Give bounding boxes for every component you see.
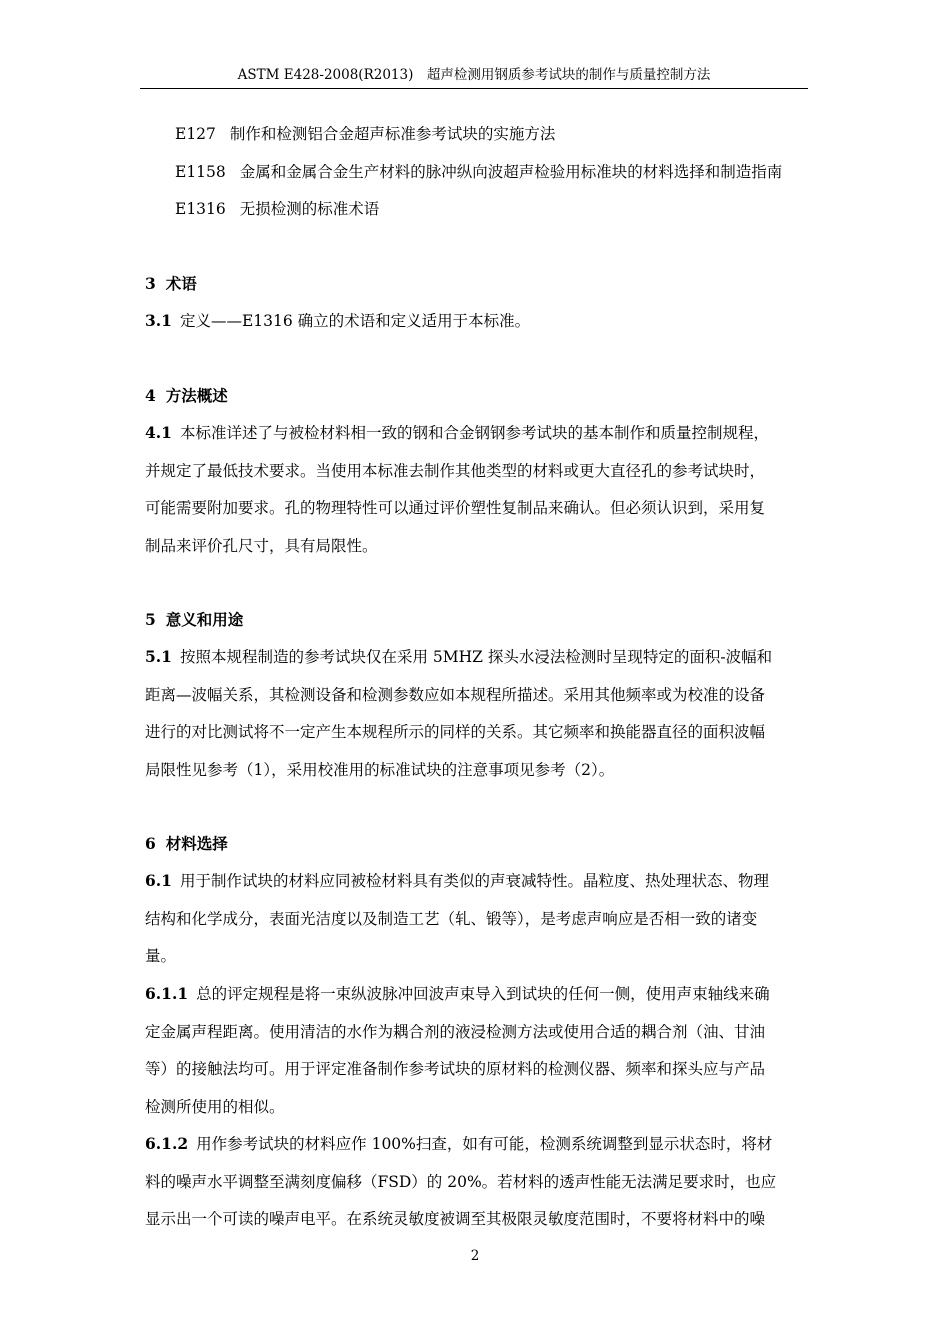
reference-text: 金属和金属合金生产材料的脉冲纵向波超声检验用标准块的材料选择和制造指南 (239, 163, 783, 181)
paragraph-5-1 (145, 638, 807, 789)
line-text: 用于制作试块的材料应同被检材料具有类似的声衰减特性。晶粒度、热处理状态、物理 (179, 872, 769, 890)
reference-e127 (175, 123, 555, 145)
clause-number: 3.1 (145, 311, 172, 330)
paragraph-6-1 (145, 862, 807, 976)
paragraph-4-1 (145, 414, 807, 565)
section-heading-5 (145, 609, 243, 631)
section-title: 意义和用途 (165, 610, 244, 629)
clause-number: 6.1 (145, 871, 172, 890)
reference-code: E1158 (175, 163, 226, 181)
header-rule (140, 88, 808, 89)
clause-number: 6.1.1 (145, 984, 189, 1003)
paragraph-line (145, 302, 807, 341)
paragraph-line: 局限性见参考（1），采用校准用的标准试块的注意事项见参考（2）。 (145, 760, 615, 779)
section-heading-4 (145, 385, 228, 407)
reference-code: E127 (175, 125, 216, 143)
paragraph-line: 可能需要附加要求。孔的物理特性可以通过评价塑性复制品来确认。但必须认识到，采用复 (145, 499, 766, 517)
section-number: 4 (145, 386, 156, 405)
line-text: 总的评定规程是将一束纵波脉冲回波声束导入到试块的任何一侧，使用声束轴线来确 (196, 985, 770, 1003)
paragraph-line: 结构和化学成分，表面光洁度以及制造工艺（轧、锻等），是考虑声响应是否相一致的诸变 (145, 909, 758, 928)
paragraph-line (145, 1125, 807, 1164)
paragraph-line: 定金属声程距离。使用清洁的水作为耦合剂的液浸检测方法或使用合适的耦合剂（油、甘油 (145, 1022, 766, 1041)
reference-text: 无损检测的标准术语 (239, 200, 380, 218)
section-title: 术语 (165, 274, 197, 293)
section-number: 3 (145, 274, 156, 293)
section-title: 材料选择 (165, 834, 228, 853)
paragraph-line (145, 638, 807, 677)
reference-e1158 (175, 161, 782, 183)
clause-number: 5.1 (145, 647, 172, 666)
paragraph-line: 距离—波幅关系，其检测设备和检测参数应如本规程所描述。采用其他频率或为校准的设备 (145, 685, 766, 704)
paragraph-line (145, 414, 807, 453)
paragraph-line: 检测所使用的相似。 (145, 1097, 285, 1116)
line-text: 用作参考试块的材料应作 100%扫查，如有可能，检测系统调整到显示状态时，将材 (196, 1135, 773, 1153)
paragraph-6-1-2 (145, 1125, 807, 1239)
line-text: 按照本规程制造的参考试块仅在采用 5MHZ 探头水浸法检测时呈现特定的面积-波幅和 (179, 648, 773, 666)
page-number: 2 (470, 1248, 480, 1264)
paragraph-line: 等）的接触法均可。用于评定准备制作参考试块的原材料的检测仪器、频率和探头应与产品 (145, 1060, 766, 1078)
paragraph-line: 制品来评价孔尺寸，具有局限性。 (145, 536, 378, 555)
line-text: 本标准详述了与被检材料相一致的钢和合金钢钢参考试块的基本制作和质量控制规程， (179, 424, 769, 442)
line-text: 定义——E1316 确立的术语和定义适用于本标准。 (179, 312, 531, 330)
paragraph-line: 进行的对比测试将不一定产生本规程所示的同样的关系。其它频率和换能器直径的面积波幅 (145, 723, 766, 741)
paragraph-6-1-1 (145, 975, 807, 1126)
paragraph-line: 料的噪声水平调整至满刻度偏移（FSD）的 20%。若材料的透声性能无法满足要求时，也应 (145, 1172, 777, 1191)
section-title: 方法概述 (165, 386, 228, 405)
running-header: ASTM E428-2008(R2013) 超声检测用钢质参考试块的制作与质量控制方法 (237, 67, 711, 83)
reference-e1316 (175, 198, 379, 220)
clause-number: 6.1.2 (145, 1134, 189, 1153)
clause-number: 4.1 (145, 423, 172, 442)
section-heading-6 (145, 833, 228, 855)
reference-text: 制作和检测铝合金超声标准参考试块的实施方法 (229, 125, 556, 143)
paragraph-line: 显示出一个可读的噪声电平。在系统灵敏度被调至其极限灵敏度范围时，不要将材料中的噪 (145, 1210, 766, 1228)
paragraph-line (145, 975, 807, 1014)
section-number: 5 (145, 610, 156, 629)
section-heading-3 (145, 273, 197, 295)
reference-code: E1316 (175, 200, 226, 218)
paragraph-line: 量。 (145, 947, 177, 965)
paragraph-line (145, 862, 807, 901)
section-number: 6 (145, 834, 156, 853)
paragraph-line: 并规定了最低技术要求。当使用本标准去制作其他类型的材料或更大直径孔的参考试块时， (145, 461, 766, 480)
paragraph-3-1 (145, 302, 807, 341)
